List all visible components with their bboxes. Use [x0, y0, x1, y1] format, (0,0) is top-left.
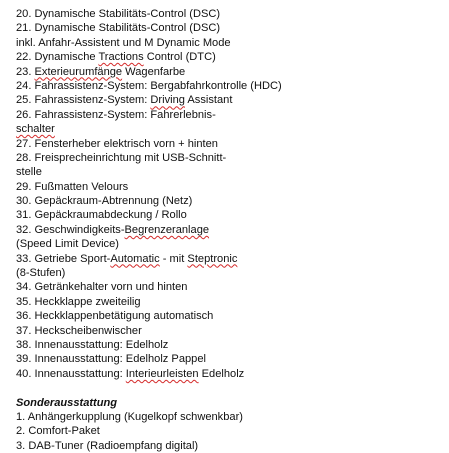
spellcheck-word: Interieurleisten [125, 367, 199, 380]
line-text: 29. Fußmatten Velours [16, 180, 129, 193]
line-text: 32. Geschwindigkeits- [16, 223, 125, 236]
line-text: 23. [16, 65, 35, 78]
line-text: 38. Innenausstattung: Edelholz [16, 338, 169, 351]
list-line [16, 324, 449, 338]
list-line [16, 309, 449, 323]
list-line [16, 208, 449, 222]
line-text: Assistant [184, 94, 233, 107]
line-text: 40. Innenausstattung: [16, 367, 126, 380]
list-line [16, 280, 449, 294]
list-line [16, 122, 449, 136]
line-text: 1. Anhängerkupplung (Kugelkopf schwenkbar) [16, 410, 243, 423]
list-line [16, 165, 449, 179]
line-text: 26. Fahrassistenz-System: Fahrerlebnis- [16, 108, 216, 121]
line-text: 20. Dynamische Stabilitäts-Control (DSC) [16, 8, 221, 20]
line-text: 28. Freisprecheinrichtung mit USB-Schnitt- [16, 151, 227, 164]
list-line [16, 137, 449, 151]
special-equipment-list [16, 410, 449, 452]
line-text: 22. Dynamische [16, 51, 99, 64]
list-line [16, 194, 449, 208]
list-line [16, 151, 449, 165]
list-line [16, 338, 449, 352]
line-text: Control (DTC) [143, 51, 216, 64]
list-line [16, 439, 449, 452]
spellcheck-word: Driving [150, 94, 185, 107]
list-line [16, 252, 449, 266]
equipment-list [16, 7, 449, 381]
line-text: 3. DAB-Tuner (Radioempfang digital) [16, 439, 199, 452]
list-line [16, 266, 449, 280]
list-line [16, 21, 449, 35]
spellcheck-word: Tractions [98, 51, 144, 64]
line-text: stelle [16, 166, 42, 179]
list-line [16, 410, 449, 424]
document-page [16, 7, 449, 452]
list-line [16, 108, 449, 122]
line-text: 27. Fensterheber elektrisch vorn + hinten [16, 137, 218, 150]
line-text: 36. Heckklappenbetätigung automatisch [16, 310, 214, 323]
list-line [16, 50, 449, 64]
spellcheck-word: Automatic [110, 252, 160, 265]
list-line [16, 352, 449, 366]
line-text: - mit [159, 252, 188, 265]
line-text: (Speed Limit Device) [16, 238, 119, 251]
spellcheck-word: Exterieurumfänge [34, 65, 123, 78]
line-text: 2. Comfort-Paket [16, 425, 100, 438]
line-text: 39. Innenausstattung: Edelholz Pappel [16, 353, 206, 366]
line-text: 34. Getränkehalter vorn und hinten [16, 281, 188, 294]
list-line [16, 424, 449, 438]
list-line [16, 7, 449, 21]
line-text: 21. Dynamische Stabilitäts-Control (DSC) [16, 22, 221, 35]
spellcheck-word: Steptronic [187, 252, 238, 265]
list-line [16, 36, 449, 50]
list-line [16, 180, 449, 194]
line-text: Edelholz [198, 367, 245, 380]
blank-line [16, 381, 449, 395]
list-line [16, 79, 449, 93]
list-line [16, 295, 449, 309]
list-line [16, 367, 449, 381]
line-text: inkl. Anfahr-Assistent und M Dynamic Mode [16, 36, 231, 49]
line-text: 33. Getriebe Sport- [16, 252, 111, 265]
spellcheck-word: Begrenzeranlage [124, 223, 210, 236]
line-text: 35. Heckklappe zweiteilig [16, 295, 141, 308]
line-text: 31. Gepäckraumabdeckung / Rollo [16, 209, 187, 222]
spellcheck-word: schalter [16, 123, 55, 136]
list-line [16, 223, 449, 237]
line-text: 24. Fahrassistenz-System: Bergabfahrkontrolle (HDC) [16, 79, 282, 92]
line-text: 25. Fahrassistenz-System: [16, 94, 151, 107]
section-heading: Sonderausstattung [16, 396, 118, 409]
line-text: Wagenfarbe [122, 65, 186, 78]
list-line [16, 237, 449, 251]
list-line [16, 93, 449, 107]
line-text: (8-Stufen) [16, 267, 66, 280]
line-text: 37. Heckscheibenwischer [16, 324, 142, 337]
line-text: 30. Gepäckraum-Abtrennung (Netz) [16, 195, 193, 208]
list-line [16, 65, 449, 79]
